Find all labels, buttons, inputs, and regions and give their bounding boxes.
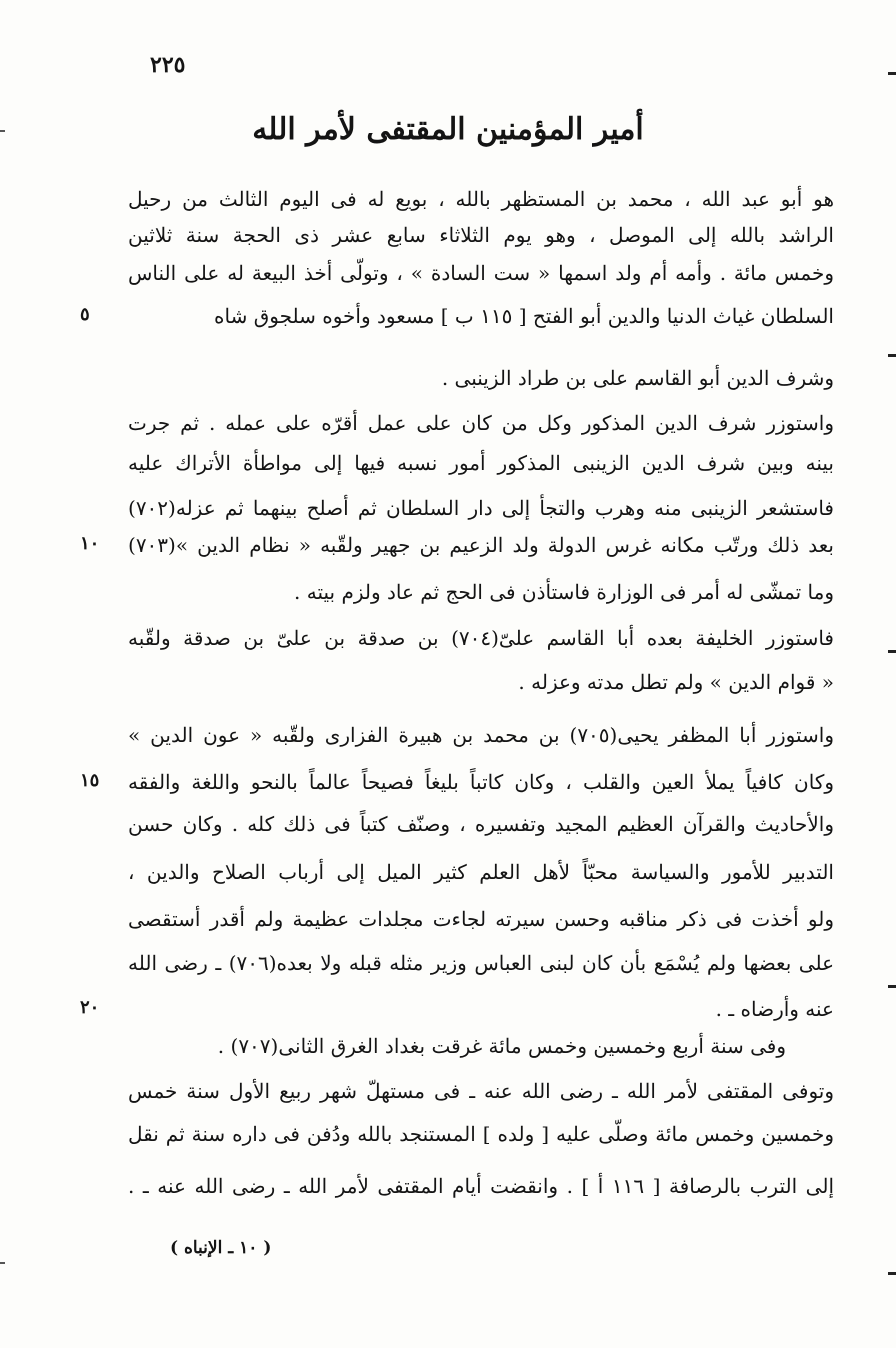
text-line: والأحاديث والقرآن العظيم المجيد وتفسيره ، وصنّف كتباً فى ذلك كله . وكان حسن — [128, 812, 834, 836]
line-number: ١٥ — [80, 770, 100, 791]
text-line: وفى سنة أربع وخمسين وخمس مائة غرقت بغداد الغرق الثانى(٧٠٧) . — [217, 1034, 786, 1058]
line-number: ١٠ — [80, 533, 100, 554]
text-line: التدبير للأمور والسياسة محبّاً لأهل العلم كثير الميل إلى أرباب الصلاح والدين ، — [128, 860, 834, 884]
text-line: وخمس مائة . وأمه أم ولد اسمها « ست السادة » ، وتولّى أخذ البيعة له على الناس — [128, 261, 834, 285]
text-line: « قوام الدين » ولم تطل مدته وعزله . — [518, 670, 834, 694]
chapter-title: أمير المؤمنين المقتفى لأمر الله — [252, 112, 644, 147]
edge-mark — [888, 72, 896, 75]
text-line: وخمسين وخمس مائة وصلّى عليه [ ولده ] المستنجد بالله ودُفن فى داره سنة ثم نقل — [128, 1122, 834, 1146]
text-line: فاستشعر الزينبى منه وهرب والتجأ إلى دار السلطان ثم أصلح بينهما ثم عزله(٧٠٢) — [128, 496, 834, 520]
text-line: هو أبو عبد الله ، محمد بن المستظهر بالله ، بويع له فى اليوم الثالث من رحيل — [128, 187, 834, 211]
text-line: وتوفى المقتفى لأمر الله ـ رضى الله عنه ـ فى مستهلّ شهر ربيع الأول سنة خمس — [128, 1079, 834, 1103]
text-line: واستوزر أبا المظفر يحيى(٧٠٥) بن محمد بن هبيرة الفزارى ولقّبه « عون الدين » — [128, 723, 834, 747]
footer-signature: ( ١٠ ـ الإنباه ) — [170, 1238, 272, 1258]
text-line: الراشد بالله إلى الموصل ، وهو يوم الثلاثاء سابع عشر ذى الحجة سنة ثلاثين — [128, 223, 834, 247]
text-line: ولو أخذت فى ذكر مناقبه وحسن سيرته لجاءت مجلدات عظيمة ولم أقدر أستقصى — [128, 907, 834, 931]
text-line: بعد ذلك ورتّب مكانه غرس الدولة ولد الزعيم بن جهير ولقّبه « نظام الدين »(٧٠٣) — [128, 533, 834, 557]
edge-mark — [0, 130, 5, 132]
edge-mark — [888, 1272, 896, 1275]
text-line: فاستوزر الخليفة بعده أبا القاسم علىّ(٧٠٤) بن صدقة بن علىّ بن صدقة ولقّبه — [128, 626, 834, 650]
text-line: إلى الترب بالرصافة [ ١١٦ أ ] . وانقضت أيام المقتفى لأمر الله ـ رضى الله عنه ـ . — [128, 1174, 834, 1198]
edge-mark — [888, 650, 896, 653]
text-line: السلطان غياث الدنيا والدين أبو الفتح [ ١١٥ ب ] مسعود وأخوه سلجوق شاه — [214, 304, 834, 328]
text-line: واستوزر شرف الدين المذكور وكل من كان على عمل أقرّه على عمله . ثم جرت — [128, 411, 834, 435]
text-line: وكان كافياً يملأ العين والقلب ، وكان كاتباً بليغاً فصيحاً عالماً بالنحو واللغة والفقه — [128, 770, 834, 794]
text-line: عنه وأرضاه ـ . — [715, 997, 834, 1021]
line-number: ٥ — [80, 304, 90, 325]
edge-mark — [888, 354, 896, 357]
text-line: على بعضها ولم يُسْمَع بأن كان لبنى العباس وزير مثله قبله ولا بعده(٧٠٦) ـ رضى الله — [128, 951, 834, 975]
text-line: وشرف الدين أبو القاسم على بن طراد الزينبى . — [441, 366, 834, 390]
text-line: بينه وبين شرف الدين الزينبى المذكور أمور نسبه فيها إلى مواطأة الأتراك عليه — [128, 451, 834, 475]
page-number: ٢٢٥ — [150, 52, 186, 78]
edge-mark — [0, 1262, 5, 1264]
edge-mark — [888, 985, 896, 988]
line-number: ٢٠ — [80, 997, 100, 1018]
text-line: وما تمشّى له أمر فى الوزارة فاستأذن فى الحج ثم عاد ولزم بيته . — [294, 580, 834, 604]
